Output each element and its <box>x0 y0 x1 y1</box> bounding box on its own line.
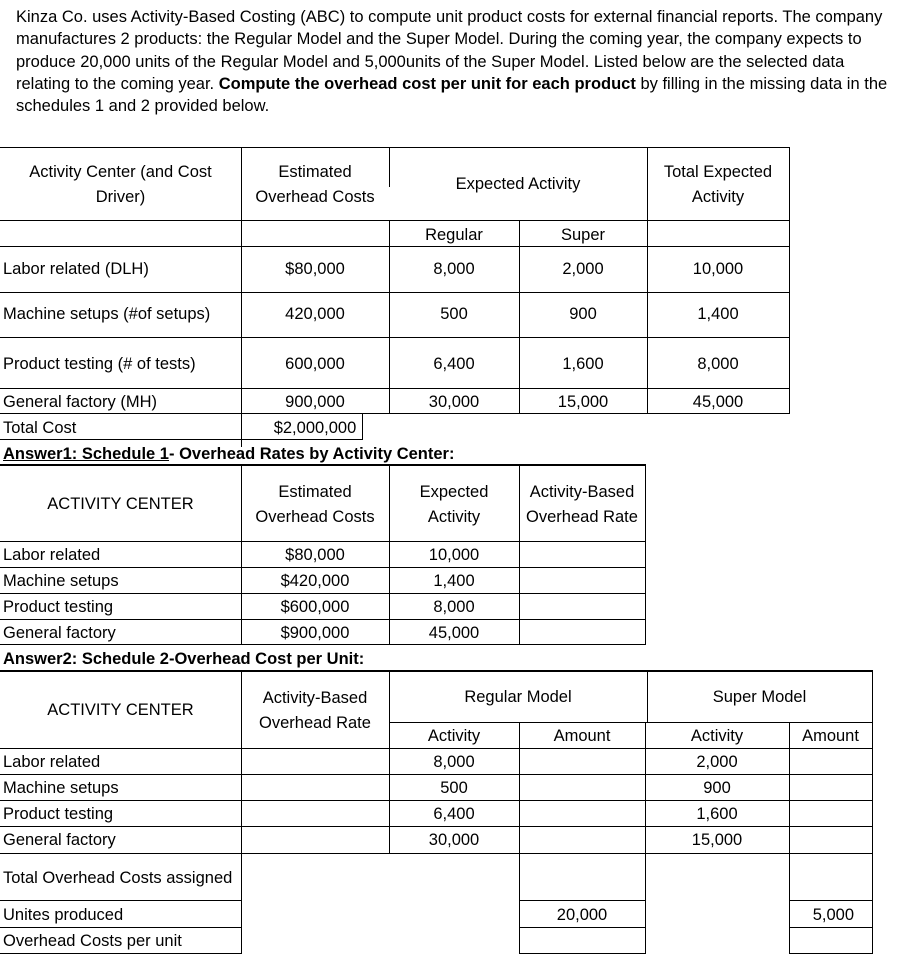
table-rule <box>0 644 646 645</box>
t1-total-value: $2,000,000 <box>273 419 357 437</box>
s2-row-super-activity: 15,000 <box>691 831 743 849</box>
t1-row-total: 45,000 <box>692 393 744 411</box>
s2-row-regular-activity: 6,400 <box>433 805 475 823</box>
intro-tail: by filling in the missing data in the schedules 1 and 2 provided below. <box>16 74 888 116</box>
t1-row-super: 900 <box>569 305 597 323</box>
s1-row-cost: $900,000 <box>280 624 350 642</box>
t1-row-cost: 900,000 <box>285 393 345 411</box>
s2-header-rate-2: Overhead Rate <box>259 714 371 732</box>
table-rule <box>789 853 790 954</box>
table-rule <box>0 953 242 954</box>
s1-header-rate-1: Activity-Based <box>529 483 635 501</box>
table-rule <box>0 670 873 672</box>
table-rule <box>519 900 646 901</box>
t1-header-regular: Regular <box>425 226 483 244</box>
s2-units-produced-label: Unites produced <box>3 906 124 924</box>
table-rule <box>0 292 790 293</box>
s2-header-rate-1: Activity-Based <box>262 689 368 707</box>
t1-total-label: Total Cost <box>3 419 77 437</box>
s2-row-regular-activity: 8,000 <box>433 753 475 771</box>
table-rule <box>519 853 520 954</box>
s2-row-label: Machine setups <box>3 779 119 797</box>
problem-statement <box>16 6 896 117</box>
s2-header-super-amount: Amount <box>802 727 859 745</box>
table-rule <box>0 774 873 775</box>
s1-header-estimated-1: Estimated <box>278 483 352 501</box>
t1-header-estimated-2: Overhead Costs <box>255 188 375 206</box>
table-rule <box>0 337 790 338</box>
schedule-1-title: Answer1: Schedule 1- Overhead Rates by Activity Center: <box>3 445 455 463</box>
table-rule <box>645 853 646 954</box>
t1-row-cost: 600,000 <box>285 355 345 373</box>
t1-row-super: 2,000 <box>562 260 604 278</box>
table-rule <box>389 722 873 723</box>
t1-row-regular: 500 <box>440 305 468 323</box>
table-rule <box>0 593 646 594</box>
s2-row-super-activity: 1,600 <box>696 805 738 823</box>
s1-row-label: General factory <box>3 624 116 642</box>
table-rule <box>0 567 646 568</box>
table-rule <box>789 927 873 928</box>
s2-row-label: Product testing <box>3 805 114 823</box>
s2-cost-per-unit-label: Overhead Costs per unit <box>3 932 182 950</box>
table-rule <box>0 541 646 542</box>
table-rule <box>519 953 646 954</box>
s1-row-label: Machine setups <box>3 572 119 590</box>
s2-row-super-activity: 2,000 <box>696 753 738 771</box>
s1-row-cost: $420,000 <box>280 572 350 590</box>
t1-header-total-1: Total Expected <box>663 163 773 181</box>
s2-row-regular-activity: 30,000 <box>428 831 480 849</box>
s2-header-super-activity: Activity <box>690 727 744 745</box>
s2-units-super: 5,000 <box>812 906 854 924</box>
t1-header-super: Super <box>560 226 606 244</box>
t1-row-label: Labor related (DLH) <box>3 260 149 278</box>
s2-row-label: Labor related <box>3 753 101 771</box>
table-rule <box>645 465 646 644</box>
table-rule <box>0 619 646 620</box>
table-rule <box>0 853 873 854</box>
s1-row-cost: $80,000 <box>285 546 345 564</box>
table-rule <box>789 953 873 954</box>
table-rule <box>0 464 646 466</box>
table-rule <box>241 853 242 954</box>
s2-header-super-model: Super Model <box>712 688 807 706</box>
s1-header-activity-center: ACTIVITY CENTER <box>47 495 194 513</box>
s2-header-regular-model: Regular Model <box>464 688 572 706</box>
s1-header-rate-2: Overhead Rate <box>526 508 638 526</box>
s1-header-estimated-2: Overhead Costs <box>255 508 375 526</box>
t1-header-total-2: Activity <box>691 188 745 206</box>
t1-row-label: General factory (MH) <box>3 393 158 411</box>
t1-row-super: 15,000 <box>557 393 609 411</box>
s2-header-regular-amount: Amount <box>553 727 611 745</box>
s2-row-regular-activity: 500 <box>440 779 468 797</box>
s2-header-activity-center: ACTIVITY CENTER <box>47 701 194 719</box>
t1-row-regular: 6,400 <box>433 355 475 373</box>
t1-row-regular: 30,000 <box>428 393 480 411</box>
table-rule <box>0 439 363 440</box>
s1-row-activity: 45,000 <box>428 624 480 642</box>
t1-header-activity-center-1: Activity Center (and Cost <box>29 163 212 181</box>
schedule-2-title: Answer2: Schedule 2-Overhead Cost per Unit: <box>3 650 365 668</box>
t1-row-label: Product testing (# of tests) <box>3 355 196 373</box>
table-rule <box>789 147 790 414</box>
t1-header-estimated-1: Estimated <box>278 163 352 181</box>
table-rule <box>0 246 790 247</box>
s2-row-label: General factory <box>3 831 116 849</box>
s2-row-super-activity: 900 <box>703 779 731 797</box>
s1-row-label: Product testing <box>3 598 114 616</box>
table-rule <box>0 927 242 928</box>
table-rule <box>0 220 790 221</box>
t1-row-super: 1,600 <box>562 355 604 373</box>
table-rule <box>0 900 242 901</box>
s2-header-regular-activity: Activity <box>427 727 481 745</box>
s1-row-activity: 10,000 <box>428 546 480 564</box>
t1-row-label: Machine setups (#of setups) <box>3 305 211 323</box>
table-rule <box>0 800 873 801</box>
s2-total-overhead-label: Total Overhead Costs assigned <box>3 869 233 887</box>
table-rule <box>789 900 873 901</box>
s1-row-activity: 1,400 <box>433 572 475 590</box>
table-rule <box>0 147 790 148</box>
t1-row-regular: 8,000 <box>433 260 475 278</box>
table-rule <box>0 748 873 749</box>
t1-row-cost: 420,000 <box>285 305 345 323</box>
intro-text: Kinza Co. uses Activity-Based Costing (ABC) to compute unit product costs for external financial reports. The company manufactures 2 products: the Regular Model and the Super Model. During the coming year, the company expects to produce 20,000 units of the Regular Model and 5,000units of the Super Model. Listed below are the selected data relating to the coming year. <box>16 8 883 93</box>
t1-row-total: 8,000 <box>697 355 739 373</box>
s1-row-cost: $600,000 <box>280 598 350 616</box>
s1-header-expected-1: Expected <box>419 483 489 501</box>
t1-row-cost: $80,000 <box>285 260 345 278</box>
s1-row-label: Labor related <box>3 546 101 564</box>
table-rule <box>0 826 873 827</box>
intro-bold: Compute the overhead cost per unit for each product <box>218 74 636 93</box>
s1-row-activity: 8,000 <box>433 598 475 616</box>
table-rule <box>0 413 790 414</box>
t1-row-total: 1,400 <box>697 305 739 323</box>
t1-header-activity-center-2: Driver) <box>95 188 146 206</box>
s1-header-expected-2: Activity <box>427 508 481 526</box>
table-rule <box>0 388 790 389</box>
s2-units-regular: 20,000 <box>556 906 608 924</box>
t1-header-expected-activity: Expected Activity <box>455 175 581 193</box>
table-rule <box>519 927 646 928</box>
table-rule <box>872 853 873 954</box>
t1-row-total: 10,000 <box>692 260 744 278</box>
